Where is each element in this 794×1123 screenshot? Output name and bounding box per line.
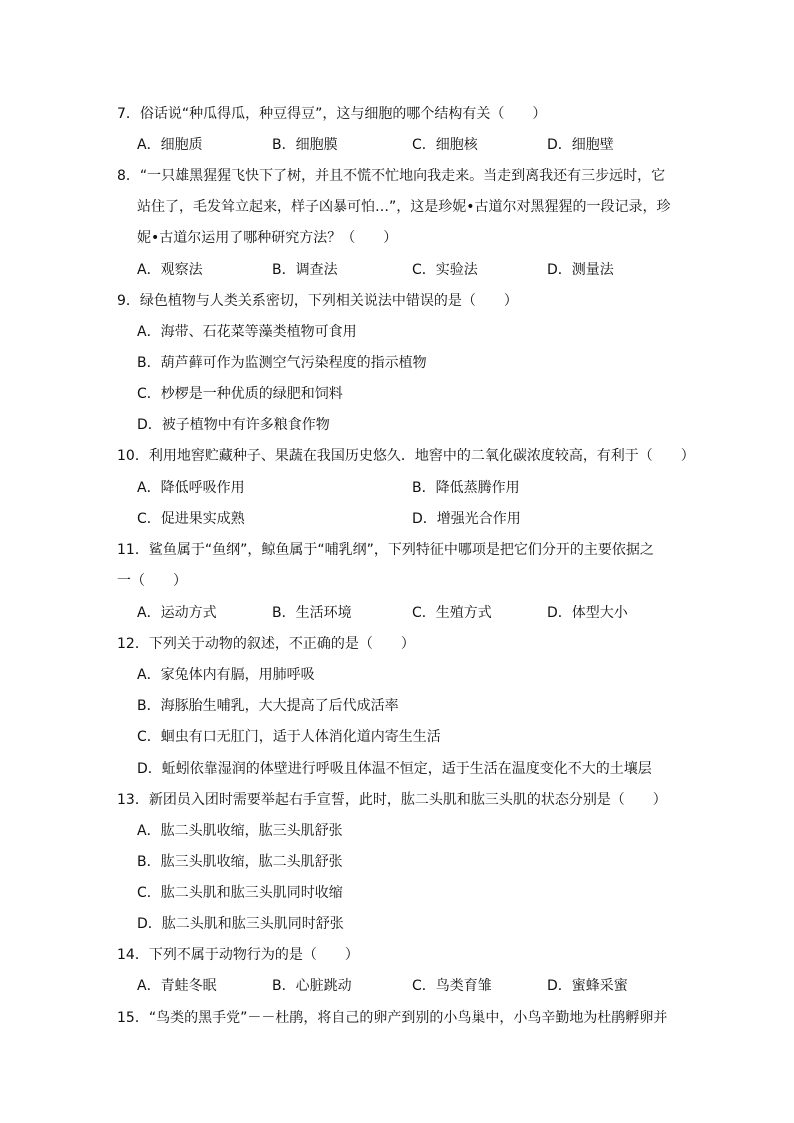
question-11-option-b[interactable]: B．生活环境 (272, 605, 352, 621)
question-8-option-d[interactable]: D．测量法 (547, 262, 614, 278)
question-11-option-c[interactable]: C．生殖方式 (412, 605, 492, 621)
question-8-option-c[interactable]: C．实验法 (412, 262, 478, 278)
question-12-option-a[interactable]: A．家兔体内有膈，用肺呼吸 (137, 667, 315, 683)
question-13-option-d[interactable]: D．肱二头肌和肱三头肌同时舒张 (137, 916, 344, 932)
question-7-option-a[interactable]: A．细胞质 (137, 137, 203, 153)
question-11-stem-line-2: 一（ ） (117, 573, 187, 589)
question-13-option-a[interactable]: A．肱二头肌收缩，肱三头肌舒张 (137, 823, 343, 839)
question-14-option-c[interactable]: C．鸟类育雏 (412, 978, 492, 994)
question-13-option-c[interactable]: C．肱二头肌和肱三头肌同时收缩 (137, 885, 343, 901)
question-12-option-c[interactable]: C．蛔虫有口无肛门，适于人体消化道内寄生生活 (137, 729, 441, 745)
question-13-option-b[interactable]: B．肱三头肌收缩，肱二头肌舒张 (137, 854, 343, 870)
question-10-option-c[interactable]: C．促进果实成熟 (137, 511, 245, 527)
question-7-option-b[interactable]: B．细胞膜 (272, 137, 338, 153)
question-11-stem-line-1: 11．鲨鱼属于“鱼纲”，鲸鱼属于“哺乳纲”，下列特征中哪项是把它们分开的主要依据之 (117, 542, 654, 558)
question-10-stem: 10．利用地窖贮藏种子、果蔬在我国历史悠久．地窖中的二氧化碳浓度较高，有利于（ ） (117, 448, 695, 464)
question-14-option-d[interactable]: D．蜜蜂采蜜 (547, 978, 628, 994)
question-10-option-a[interactable]: A．降低呼吸作用 (137, 480, 245, 496)
question-15-stem-line-1: 15．“鸟类的黑手党”－－杜鹃，将自己的卵产到别的小鸟巢中，小鸟辛勤地为杜鹃孵卵并 (117, 1010, 668, 1026)
question-12-stem: 12．下列关于动物的叙述，不正确的是（ ） (117, 636, 415, 652)
question-11-option-d[interactable]: D．体型大小 (547, 605, 628, 621)
question-9-stem: 9．绿色植物与人类关系密切，下列相关说法中错误的是（ ） (117, 293, 518, 309)
question-9-option-c[interactable]: C．杪椤是一种优质的绿肥和饲料 (137, 386, 343, 402)
question-8-stem-line-1: 8．“一只雄黑猩猩飞快下了树，并且不慌不忙地向我走来。当走到离我还有三步远时，它 (117, 168, 666, 184)
question-8-option-b[interactable]: B．调查法 (272, 262, 338, 278)
question-14-stem: 14．下列不属于动物行为的是（ ） (117, 947, 359, 963)
question-13-stem: 13．新团员入团时需要举起右手宣誓，此时，肱二头肌和肱三头肌的状态分别是（ ） (117, 792, 667, 808)
question-14-option-b[interactable]: B．心脏跳动 (272, 978, 352, 994)
question-10-option-d[interactable]: D．增强光合作用 (412, 511, 521, 527)
question-9-option-b[interactable]: B．葫芦藓可作为监测空气污染程度的指示植物 (137, 355, 427, 371)
question-14-option-a[interactable]: A．青蛙冬眠 (137, 978, 217, 994)
question-7-stem: 7．俗话说“种瓜得瓜，种豆得豆”，这与细胞的哪个结构有关（ ） (117, 106, 547, 122)
question-8-stem-line-3: 妮•古道尔运用了哪种研究方法？（ ） (137, 230, 398, 246)
question-8-option-a[interactable]: A．观察法 (137, 262, 203, 278)
question-7-option-c[interactable]: C．细胞核 (412, 137, 478, 153)
question-9-option-d[interactable]: D．被子植物中有许多粮食作物 (137, 417, 330, 433)
question-8-stem-line-2: 站住了，毛发耸立起来，样子凶暴可怕…”，这是珍妮•古道尔对黑猩猩的一段记录，珍 (137, 199, 671, 215)
question-11-option-a[interactable]: A．运动方式 (137, 605, 217, 621)
question-7-option-d[interactable]: D．细胞壁 (547, 137, 614, 153)
question-12-option-b[interactable]: B．海豚胎生哺乳，大大提高了后代成活率 (137, 698, 399, 714)
question-10-option-b[interactable]: B．降低蒸腾作用 (412, 480, 520, 496)
question-12-option-d[interactable]: D．蚯蚓依靠湿润的体壁进行呼吸且体温不恒定，适于生活在温度变化不大的土壤层 (137, 761, 652, 777)
question-9-option-a[interactable]: A．海带、石花菜等藻类植物可食用 (137, 324, 357, 340)
